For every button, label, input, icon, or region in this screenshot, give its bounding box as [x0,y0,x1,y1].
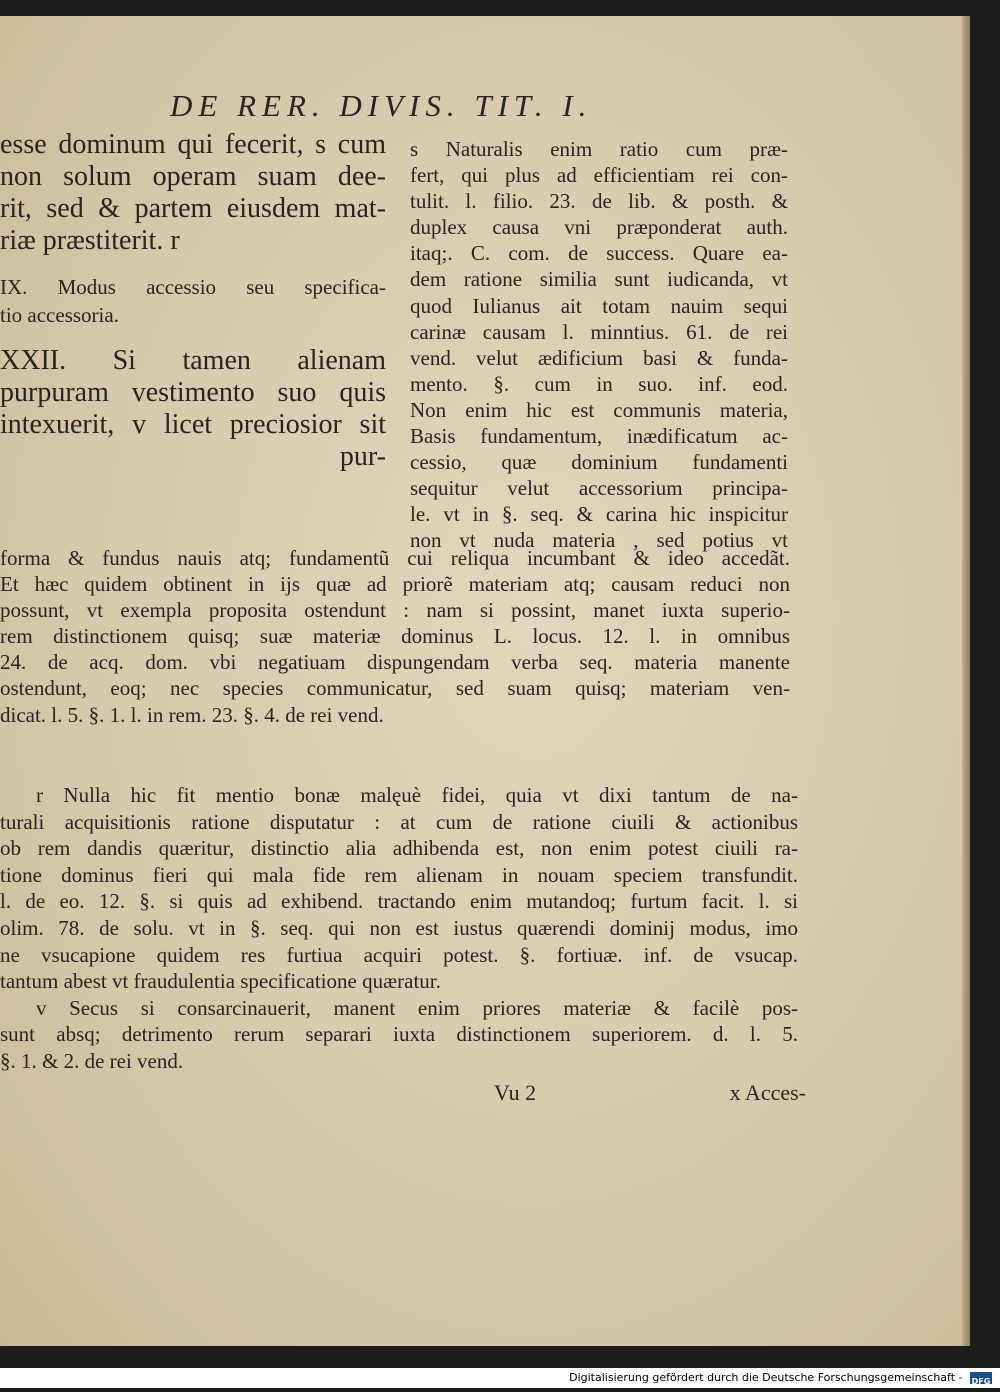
signature-mark: Vu 2 [494,1080,537,1105]
catchword: x Acces- [729,1080,806,1105]
note-line: dem ratione similia sunt iudicanda, vt [410,267,788,292]
footnote-line: olim. 78. de solu. vt in §. seq. qui non est iustus quærendi dominij modus, imo [0,915,798,940]
note-line: Non enim hic est communis materia, [410,397,788,422]
footnote-line: turali acquisitionis ratione disputatur : at cum de ratione ciuili & actionibus [0,809,798,834]
catchline [494,1080,806,1106]
note-line: cessio, quæ dominium fundamenti [410,450,788,475]
footnote-v: v Secus si consarcinauerit, manent enim priores materiæ & facilè pos- [36,995,798,1020]
running-head: DE RER. DIVIS. TIT. I. [170,88,593,123]
full-width-note [0,545,790,728]
text-line: XXII. Si tamen alienam [0,345,386,376]
funding-notice: Digitalisierung gefördert durch die Deutsche Forschungsgemeinschaft - [569,1371,963,1384]
footnote-line: sunt absq; detrimento rerum separari iuxta distinctionem superiorem. d. l. 5. [0,1022,798,1047]
note-line: s Naturalis enim ratio cum præ- [410,137,788,161]
note-line: sequitur velut accessorium principa- [410,476,788,501]
footnotes [0,782,798,1075]
left-column [0,129,386,473]
note-line: tulit. l. filio. 23. de lib. & posth. & [410,189,788,214]
footnote-line: l. de eo. 12. §. si quis ad exhibend. tractando enim mutandoq; furtum facit. l. si [0,889,798,914]
note-line: 24. de acq. dom. vbi negatiuam dispungendam verba seq. materia manente [0,650,790,675]
note-line: rem distinctionem quisq; suæ materiæ dominus L. locus. 12. l. in omnibus [0,624,790,649]
note-line: vend. velut ædificium basi & funda- [410,345,788,370]
note-line: carinæ causam l. minntius. 61. de rei [410,319,788,344]
note-line: mento. §. cum in suo. inf. eod. [410,371,788,396]
footnote-line: tione dominus fieri qui mala fide rem alienam in nouam speciem transfundit. [0,862,798,887]
text-line: esse dominum qui fecerit, s cum [0,129,386,160]
note-line: duplex causa vni præponderat auth. [410,215,788,240]
note-line: non vt nuda materia , sed potius vt [410,528,788,553]
note-line: possunt, vt exempla proposita ostendunt : nam si possint, manet iuxta superio- [0,598,790,623]
footer-bar [0,1368,1000,1388]
note-line: Basis fundamentum, inædificatum ac- [410,424,788,449]
right-column-note [410,136,788,554]
section-heading: tio accessoria. [0,303,119,327]
text-line: riæ præstiterit. r [0,225,180,256]
book-page [0,16,970,1346]
footnote-r: r Nulla hic fit mentio bonæ malęuè fidei, quia vt dixi tantum de na- [36,783,798,807]
dfg-logo-icon: DFG [970,1372,992,1384]
text-line: pur- [339,441,386,472]
text-line: intexuerit, v licet preciosior sit [0,409,386,440]
note-line: forma & fundus nauis atq; fundamentũ cui reliqua incumbant & ideo accedãt. [0,546,790,570]
footnote-line: §. 1. & 2. de rei vend. [0,1048,184,1073]
note-line: itaq;. C. com. de success. Quare ea- [410,241,788,266]
text-line: rit, sed & partem eiusdem mat- [0,193,386,224]
note-line: fert, qui plus ad efficientiam rei con- [410,163,788,188]
section-heading: IX. Modus accessio seu specifica- [0,275,386,299]
page-edge [962,16,970,1346]
note-line: le. vt in §. seq. & carina hic inspicitur [410,502,788,527]
note-line: Et hæc quidem obtinent in ijs quæ ad priorẽ materiam atq; causam reduci non [0,572,790,597]
text-line: purpuram vestimento suo quis [0,377,386,408]
note-line: ostendunt, eoq; nec species communicatur, sed suam quisq; materiam ven- [0,676,790,701]
note-line: dicat. l. 5. §. 1. l. in rem. 23. §. 4. de rei vend. [0,702,384,727]
footnote-line: ob rem dandis quæritur, distinctio alia adhibenda est, non enim potest ciuili ra- [0,836,798,861]
footnote-line: tantum abest vt fraudulentia specificatione quæratur. [0,969,441,994]
note-line: quod Iulianus ait totam nauim sequi [410,293,788,318]
text-line: non solum operam suam dee- [0,161,386,192]
footnote-line: ne vsucapione quidem res furtiua acquiri potest. §. fortiuæ. inf. de vsucap. [0,942,798,967]
